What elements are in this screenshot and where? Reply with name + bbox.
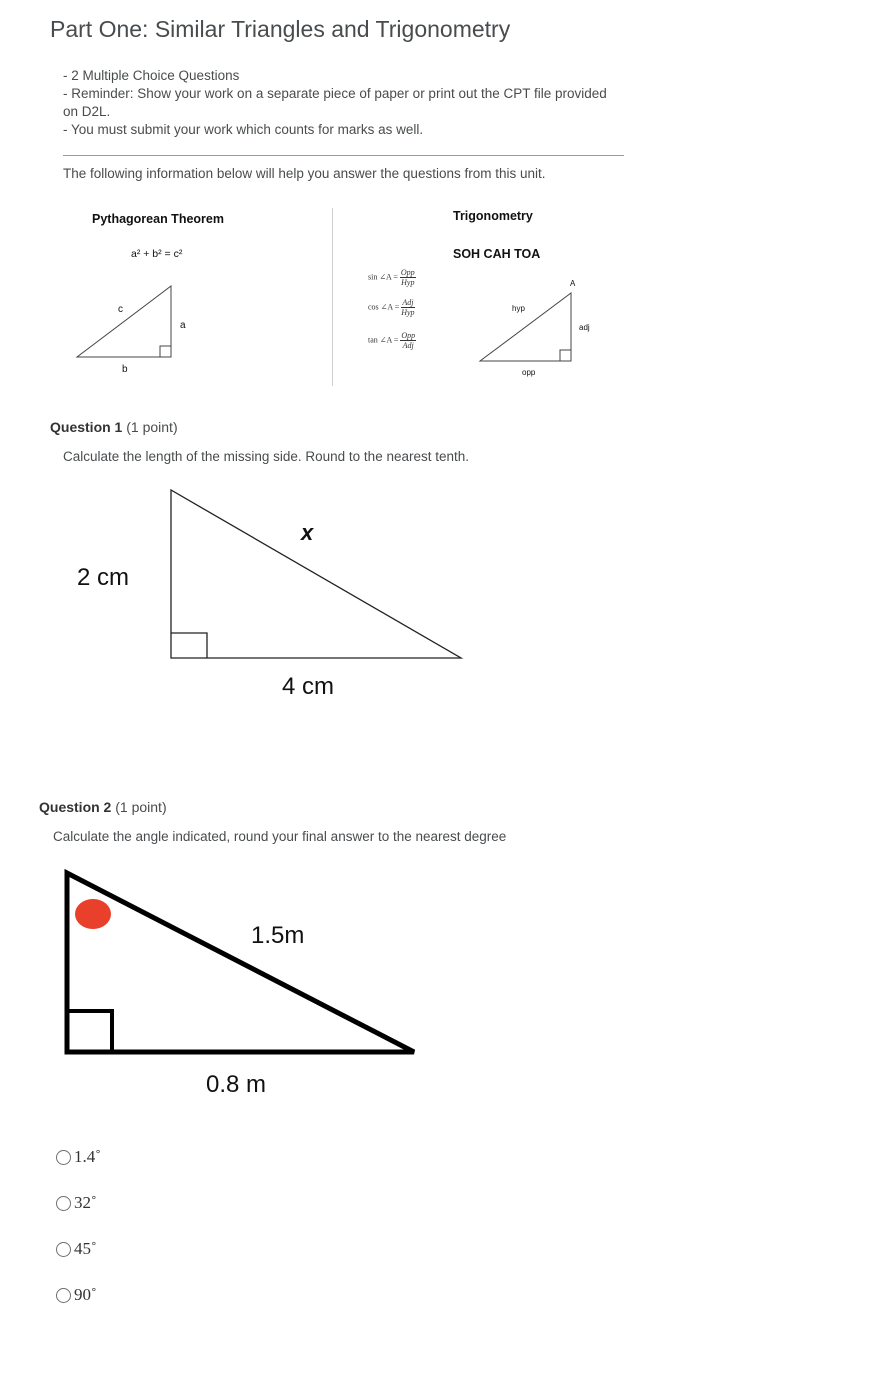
answer-choices <box>56 1134 101 1318</box>
pythagorean-heading: Pythagorean Theorem <box>92 212 224 226</box>
q2-triangle <box>67 873 414 1052</box>
q2-label-hyp: 1.5m <box>251 922 305 949</box>
sin-prefix: sin ∠A = <box>368 272 398 282</box>
q1-label-vertical: 2 cm <box>77 564 130 591</box>
cos-prefix: cos ∠A = <box>368 302 400 312</box>
radio-button[interactable] <box>56 1196 71 1211</box>
tan-den: Adj <box>402 341 414 350</box>
choice-option[interactable] <box>56 1272 101 1318</box>
label-A: A <box>570 279 576 288</box>
q2-label-base: 0.8 m <box>206 1071 267 1098</box>
choice-option[interactable] <box>56 1180 101 1226</box>
q1-label-x: x <box>301 520 314 545</box>
info-text: The following information below will help you answer the questions from this unit. <box>63 166 546 181</box>
angle-marker <box>75 899 111 929</box>
tan-num: Opp <box>401 331 416 340</box>
tan-prefix: tan ∠A = <box>368 335 399 345</box>
choice-label[interactable]: 32˚ <box>74 1193 97 1212</box>
choice-option[interactable] <box>56 1226 101 1272</box>
instruction-line: - 2 Multiple Choice Questions <box>63 68 240 83</box>
question-1-title: Question 1 <box>50 419 123 435</box>
radio-button[interactable] <box>56 1150 71 1165</box>
question-1-text: Calculate the length of the missing side. Round to the nearest tenth. <box>63 449 470 464</box>
page-title: Part One: Similar Triangles and Trigonometry <box>50 16 511 42</box>
trigonometry-heading: Trigonometry <box>453 209 533 223</box>
sin-num: Opp <box>400 268 415 277</box>
question-2-text: Calculate the angle indicated, round your final answer to the nearest degree <box>53 829 507 844</box>
label-adj: adj <box>579 323 590 332</box>
choice-label[interactable]: 90˚ <box>74 1285 97 1304</box>
q1-label-horizontal: 4 cm <box>282 673 335 700</box>
q2-right-angle <box>67 1011 112 1052</box>
instruction-line: - You must submit your work which counts for marks as well. <box>63 122 424 137</box>
choice-label[interactable]: 45˚ <box>74 1239 97 1258</box>
soh-cah-toa: SOH CAH TOA <box>453 247 541 261</box>
sin-den: Hyp <box>401 278 415 287</box>
cos-num: Adj <box>402 298 414 307</box>
question-1-points: (1 point) <box>126 419 178 435</box>
label-a: a <box>180 320 186 331</box>
label-b: b <box>122 364 128 375</box>
question-2-points: (1 point) <box>115 799 167 815</box>
radio-button[interactable] <box>56 1242 71 1257</box>
question-2-title: Question 2 <box>39 799 112 815</box>
radio-button[interactable] <box>56 1288 71 1303</box>
label-c: c <box>118 304 123 315</box>
label-hyp: hyp <box>512 304 525 313</box>
cos-den: Hyp <box>401 308 415 317</box>
instruction-line: - Reminder: Show your work on a separate piece of paper or print out the CPT file provided on D2L. <box>63 86 607 119</box>
pythagorean-formula: a² + b² = c² <box>131 248 183 260</box>
choice-option[interactable] <box>56 1134 101 1180</box>
label-opp: opp <box>522 368 536 377</box>
choice-label[interactable]: 1.4˚ <box>74 1147 101 1166</box>
